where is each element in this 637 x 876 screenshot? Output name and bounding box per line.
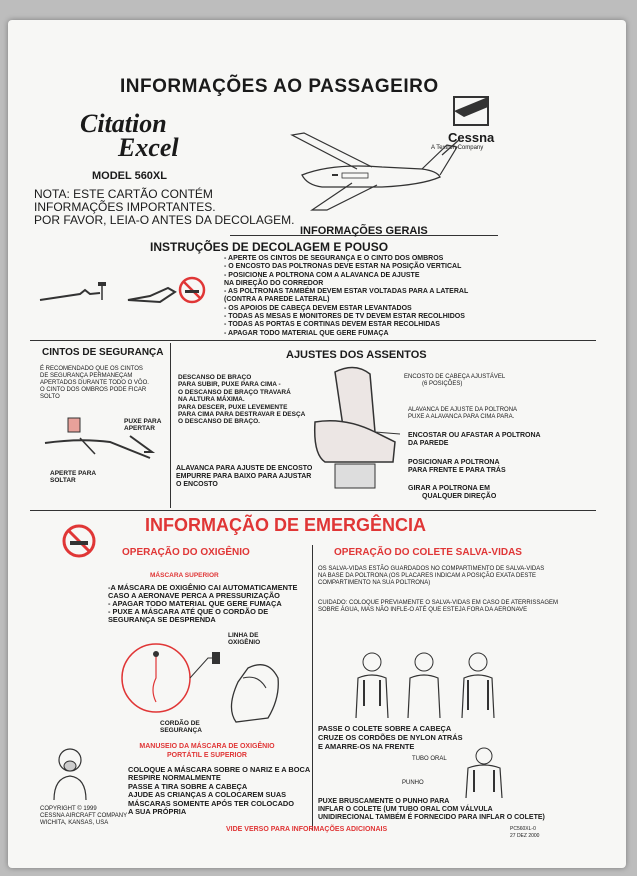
no-smoking-icon (62, 524, 96, 558)
belts-line: APERTADOS DURANTE TODO O VÔO. (40, 380, 149, 386)
general-heading: INFORMAÇÕES GERAIS (300, 225, 428, 237)
portable-heading (132, 742, 282, 760)
inflate-line: PUXE BRUSCAMENTE O PUNHO PARA (318, 798, 450, 805)
seat-lever-line: PUXE A ALAVANCA PARA CIMA PARA. (408, 414, 515, 420)
brand-sub: A Textron Company (431, 145, 484, 151)
vest-line: OS SALVA-VIDAS ESTÃO GUARDADOS NO COMPARTIMENTO DE SALVA-VIDAS (318, 566, 545, 572)
pull-tight-line: PUXE PARA (124, 418, 162, 425)
copyright-line: WICHITA, KANSAS, USA (40, 820, 109, 826)
press-release-label (50, 470, 96, 485)
belts-line: DE SEGURANÇA PERMANEÇAM (40, 373, 133, 379)
press-release-line: SOLTAR (50, 477, 76, 485)
armrest-line: O DESCANSO DE BRAÇO TRAVARÁ (178, 388, 291, 396)
armrest-line: O DESCANSO DE BRAÇO. (178, 418, 260, 426)
vest-line: COMPARTIMENTO NA SUA POLTRONA) (318, 580, 431, 586)
list-item: - TODAS AS PORTAS E CORTINAS DEVEM ESTAR RECOLHIDAS (224, 321, 440, 329)
seat-lever-text (408, 407, 517, 421)
vest-steps (318, 725, 463, 751)
armrest-line: PARA DESCER, PUXE LEVEMENTE (178, 403, 288, 411)
divider (30, 340, 596, 341)
inflate-line: UNIDIRECIONAL TAMBÉM É FORNECIDO PARA INFLAR O COLETE) (318, 814, 545, 822)
headrest-text (404, 374, 505, 388)
copyright (40, 806, 127, 827)
life-vest-illustration (350, 650, 510, 720)
portable-heading-line: MANUSEIO DA MÁSCARA DE OXIGÊNIO (139, 743, 275, 750)
inflate-text (318, 798, 545, 823)
vest-caution-line: CUIDADO: COLOQUE PREVIAMENTE O SALVA-VIDAS EM CASO DE ATERRISSAGEM (318, 600, 559, 606)
armrest-line: PARA SUBIR, PUXE PARA CIMA - (178, 381, 281, 389)
backrest-lever-text (176, 465, 312, 489)
vest-caution-line: SOBRE ÁGUA, MAS NÃO INFLE-O ATÉ QUE ESTEJA FORA DA AERONAVE (318, 607, 528, 613)
belts-line: O CINTO DOS OMBROS PODE FICAR (40, 387, 147, 393)
list-item: - O ENCOSTO DAS POLTRONAS DEVE ESTAR NA POSIÇÃO VERTICAL (224, 263, 462, 271)
oxygen-step: - APAGAR TODO MATERIAL QUE GERE FUMAÇA (108, 599, 282, 608)
cessna-logo-icon (452, 93, 492, 129)
rotate-text (408, 485, 496, 501)
belts-text (40, 366, 170, 401)
position-line: POSICIONAR A POLTRONA (408, 459, 500, 466)
armrest-line: DESCANSO DE BRAÇO (178, 374, 252, 381)
safety-cord-text: CORDÃO DE (160, 720, 200, 727)
armrest-line: PARA CIMA PARA DESTRAVAR E DESÇA (178, 411, 306, 419)
brand-name: Cessna (448, 130, 495, 145)
list-item: NA DIREÇÃO DO CORREDOR (224, 279, 324, 287)
portable-step: PASSE A TIRA SOBRE A CABEÇA (128, 781, 248, 791)
no-smoking-icon (178, 276, 206, 304)
excel-logo: Excel (118, 133, 179, 162)
armrest-line: NA ALTURA MÁXIMA. (178, 396, 245, 404)
armrest-text (178, 374, 318, 426)
portable-step: RESPIRE NORMALMENTE (128, 773, 221, 783)
list-item: - OS APOIOS DE CABEÇA DEVEM ESTAR LEVANTADOS (224, 304, 412, 312)
emergency-heading: INFORMAÇÃO DE EMERGÊNCIA (145, 515, 427, 535)
belts-line: SOLTO (40, 394, 60, 400)
oxygen-mask-illustration (118, 638, 288, 730)
position-text (408, 459, 506, 475)
wall-line: ENCOSTAR OU AFASTAR A POLTRONA (408, 432, 541, 439)
list-item: (CONTRA A PAREDE LATERAL) (224, 296, 330, 304)
card-title: INFORMAÇÕES AO PASSAGEIRO (120, 76, 439, 97)
position-line: PARA FRENTE E PARA TRÁS (408, 467, 506, 474)
safety-cord-label (160, 720, 202, 735)
list-item: - TODAS AS MESAS E MONITORES DE TV DEVEM ESTAR RECOLHIDOS (224, 313, 465, 321)
vest-step: PASSE O COLETE SOBRE A CABEÇA (318, 724, 452, 733)
vest-caution (318, 600, 558, 614)
oxygen-step: CASO A AERONAVE PERCA A PRESSURIZAÇÃO (108, 591, 280, 600)
form-code-line: 27 DEZ 2000 (510, 833, 540, 839)
oxygen-steps (108, 584, 297, 624)
backrest-line: O ENCOSTO (176, 481, 218, 488)
inflated-vest-illustration (454, 746, 514, 798)
rotate-line: QUALQUER DIREÇÃO (422, 493, 497, 500)
headrest-line: (6 POSIÇÕES) (422, 381, 463, 387)
nota-block (34, 188, 304, 227)
oxygen-step: SEGURANÇA SE DESPRENDA (108, 615, 216, 624)
list-item: - APAGAR TODO MATERIAL QUE GERE FUMAÇA (224, 329, 389, 337)
backrest-line: ALAVANCA PARA AJUSTE DE ENCOSTO (176, 465, 313, 472)
copyright-line: CESSNA AIRCRAFT COMPANY (40, 813, 128, 819)
vest-step: E AMARRE-OS NA FRENTE (318, 741, 415, 751)
vest-text (318, 566, 544, 587)
form-code-line: PC560XL-0 (510, 826, 536, 832)
oxygen-line-text: LINHA DE (228, 632, 259, 639)
nota-line: POR FAVOR, LEIA-O ANTES DA DECOLAGEM. (34, 213, 295, 227)
portable-step: A SUA PRÓPRIA (128, 807, 187, 817)
headrest-line: ENCOSTO DE CABEÇA AJUSTÁVEL (404, 374, 506, 380)
general-list (224, 255, 504, 338)
seats-heading: AJUSTES DOS ASSENTOS (286, 349, 427, 361)
takeoff-landing-icon (40, 280, 180, 308)
vest-line: NA BASE DA POLTRONA (OS PLACARES INDICAM A POSIÇÃO EXATA DESTE (318, 573, 537, 579)
portable-step: AJUDE AS CRIANÇAS A COLOCAREM SUAS (128, 790, 287, 800)
wall-line: DA PAREDE (408, 440, 449, 447)
portable-heading-line: PORTÁTIL E SUPERIOR (167, 752, 247, 759)
divider (30, 510, 596, 511)
belts-heading: CINTOS DE SEGURANÇA (42, 347, 164, 358)
handle-label: PUNHO (402, 780, 424, 786)
divider (170, 343, 171, 508)
backrest-line: EMPURRE PARA BAIXO PARA AJUSTAR (176, 473, 312, 480)
list-item: - POSICIONE A POLTRONA COM A ALAVANCA DE AJUSTE (224, 271, 420, 279)
copyright-line: COPYRIGHT © 1999 (40, 806, 97, 812)
safety-cord-text: SEGURANÇA (160, 727, 202, 735)
oral-tube-label: TUBO ORAL (412, 756, 447, 762)
divider (312, 545, 313, 830)
portable-steps (128, 766, 310, 816)
vest-heading: OPERAÇÃO DO COLETE SALVA-VIDAS (334, 547, 522, 558)
oxygen-heading: OPERAÇÃO DO OXIGÊNIO (122, 547, 250, 558)
oxygen-step: - PUXE A MÁSCARA ATÉ QUE O CORDÃO DE (108, 607, 269, 616)
belts-line: É RECOMENDADO QUE OS CINTOS (40, 366, 143, 372)
rotate-line: GIRAR A POLTRONA EM (408, 485, 490, 492)
oxygen-step: -A MÁSCARA DE OXIGÊNIO CAI AUTOMATICAMENTE (108, 583, 298, 592)
list-item: - APERTE OS CINTOS DE SEGURANÇA E O CINTO DOS OMBROS (224, 255, 444, 262)
model-label: MODEL 560XL (92, 170, 167, 182)
citation-logo: Citation (80, 109, 167, 138)
press-release-line: APERTE PARA (50, 470, 97, 477)
takeoff-heading: INSTRUÇÕES DE DECOLAGEM E POUSO (150, 240, 389, 254)
mask-label: MÁSCARA SUPERIOR (150, 572, 219, 579)
list-item: - AS POLTRONAS TAMBÉM DEVEM ESTAR VOLTADAS PARA A LATERAL (224, 288, 469, 296)
nota-line: INFORMAÇÕES IMPORTANTES. (34, 200, 216, 214)
portable-step: MÁSCARAS SOMENTE APÓS TER COLOCADO (128, 798, 295, 808)
form-code (510, 826, 539, 840)
seat-illustration (305, 362, 405, 492)
nota-line: NOTA: ESTE CARTÃO CONTÉM (34, 187, 213, 201)
inflate-line: INFLAR O COLETE (UM TUBO ORAL COM VÁLVULA (318, 806, 493, 814)
passenger-mask-icon (40, 742, 100, 802)
oxygen-line-text: OXIGÊNIO (228, 639, 261, 647)
portable-step: COLOQUE A MÁSCARA SOBRE O NARIZ E A BOCA (128, 765, 311, 774)
see-reverse: VIDE VERSO PARA INFORMAÇÕES ADICIONAIS (226, 826, 388, 833)
pull-tight-label (124, 418, 161, 433)
seatbelt-icon (40, 408, 160, 468)
wall-text (408, 432, 541, 448)
vest-step: CRUZE OS CORDÕES DE NYLON ATRÁS (318, 732, 463, 742)
pull-tight-line: APERTAR (124, 425, 155, 433)
seat-lever-line: ALAVANCA DE AJUSTE DA POLTRONA (408, 407, 518, 413)
